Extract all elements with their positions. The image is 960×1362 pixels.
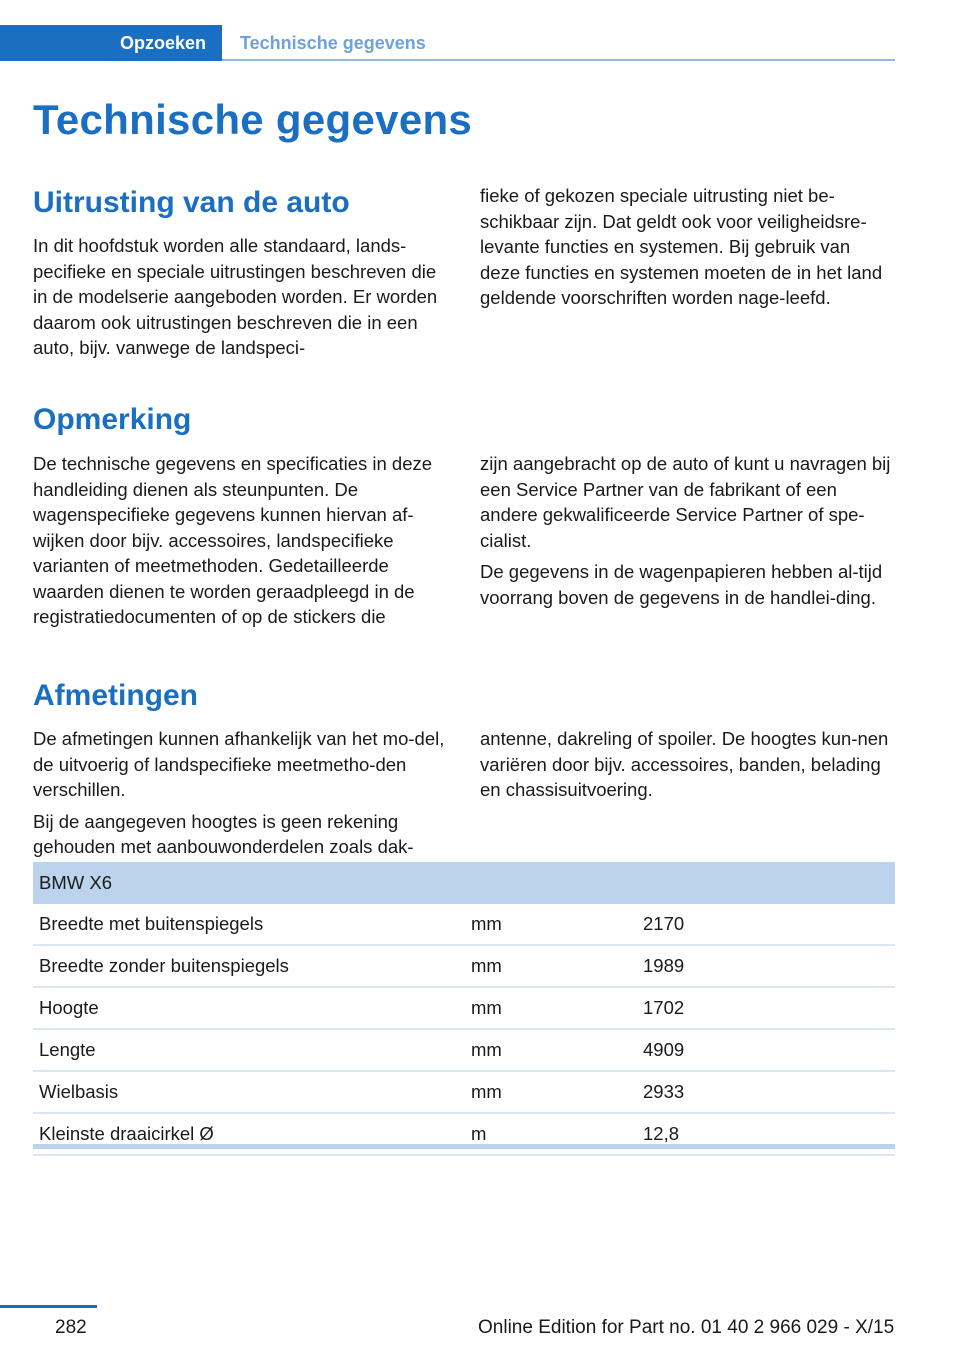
section-title-note: Opmerking [33, 403, 192, 436]
row-value: 1989 [637, 945, 895, 987]
table-row [33, 1029, 895, 1071]
tab-technische-gegevens[interactable]: Technische gegevens [240, 33, 426, 53]
page-title: Technische gegevens [33, 96, 473, 143]
table-row [33, 904, 895, 945]
row-value: 1702 [637, 987, 895, 1029]
dimensions-table [33, 862, 895, 1156]
table-row [33, 1071, 895, 1113]
row-unit: mm [465, 904, 637, 945]
paragraph: De gegevens in de wagenpapieren hebben al-tijd voorrang boven de gegevens in de handlei-ding. [480, 561, 883, 608]
table-row [33, 945, 895, 987]
equipment-text-left [33, 233, 448, 367]
paragraph: De technische gegevens en specificaties in deze handleiding dienen als steunpunten. De wagenspecifieke gegevens kunnen hiervan af-wijken door bijv. accessoires, landspecifieke varianten of meetmethoden. Gedetailleerde waarden dienen te worden geraadpleegd in de registratiedocumenten of op de stickers die [33, 453, 433, 627]
dimensions-text-left [33, 726, 448, 866]
paragraph: Bij de aangegeven hoogtes is geen rekening gehouden met aanbouwonderdelen zoals dak- [33, 810, 414, 857]
row-unit: mm [465, 987, 637, 1029]
row-unit: mm [465, 1071, 637, 1113]
note-text-right [480, 451, 895, 616]
table-row [33, 987, 895, 1029]
equipment-text-right [480, 183, 895, 317]
row-label: Wielbasis [33, 1071, 465, 1113]
tab-opzoeken[interactable]: Opzoeken [0, 25, 222, 61]
table-bottom-rule [33, 1144, 895, 1149]
row-label: Lengte [33, 1029, 465, 1071]
header-tabs [0, 25, 895, 61]
table-header-row [33, 862, 895, 904]
paragraph: In dit hoofdstuk worden alle standaard, lands-pecifieke en speciale uitrustingen beschreven die in de modelserie aangeboden worden. Er worden daarom ook uitrustingen beschreven die in een auto, bijv. vanwege de landspeci- [33, 235, 438, 358]
paragraph: De afmetingen kunnen afhankelijk van het mo-del, de uitvoerig of landspecifieke meetmetho-den verschillen. [33, 728, 445, 800]
note-text-left [33, 451, 448, 636]
row-label: Breedte zonder buitenspiegels [33, 945, 465, 987]
row-label: Kleinste draaicirkel Ø [33, 1113, 465, 1155]
footer-accent-line [0, 1305, 97, 1308]
section-title-equipment: Uitrusting van de auto [33, 186, 350, 219]
dimensions-text-right [480, 726, 895, 809]
paragraph: fieke of gekozen speciale uitrusting niet be-schikbaar zijn. Dat geldt ook voor veiligheidsre-levante functies en systemen. Bij gebruik van deze functies en systemen moeten de in het land geldende voorschriften worden nage-leefd. [480, 185, 883, 308]
edition-note: Online Edition for Part no. 01 40 2 966 029 - X/15 [478, 1317, 895, 1338]
row-unit: m [465, 1113, 637, 1155]
row-label: Breedte met buitenspiegels [33, 904, 465, 945]
row-value: 2170 [637, 904, 895, 945]
table-header-cell: BMW X6 [33, 862, 895, 904]
paragraph: antenne, dakreling of spoiler. De hoogtes kun-nen variëren door bijv. accessoires, banden, belading en chassisuitvoering. [480, 728, 889, 800]
paragraph: zijn aangebracht op de auto of kunt u navragen bij een Service Partner van de fabrikant of een andere gekwalificeerde Service Partner of spe-cialist. [480, 453, 891, 551]
row-value: 12,8 [637, 1113, 895, 1155]
row-unit: mm [465, 1029, 637, 1071]
section-title-dimensions: Afmetingen [33, 679, 198, 712]
row-unit: mm [465, 945, 637, 987]
tab-underline [222, 59, 895, 61]
row-value: 4909 [637, 1029, 895, 1071]
row-value: 2933 [637, 1071, 895, 1113]
row-label: Hoogte [33, 987, 465, 1029]
page-number: 282 [55, 1317, 87, 1338]
